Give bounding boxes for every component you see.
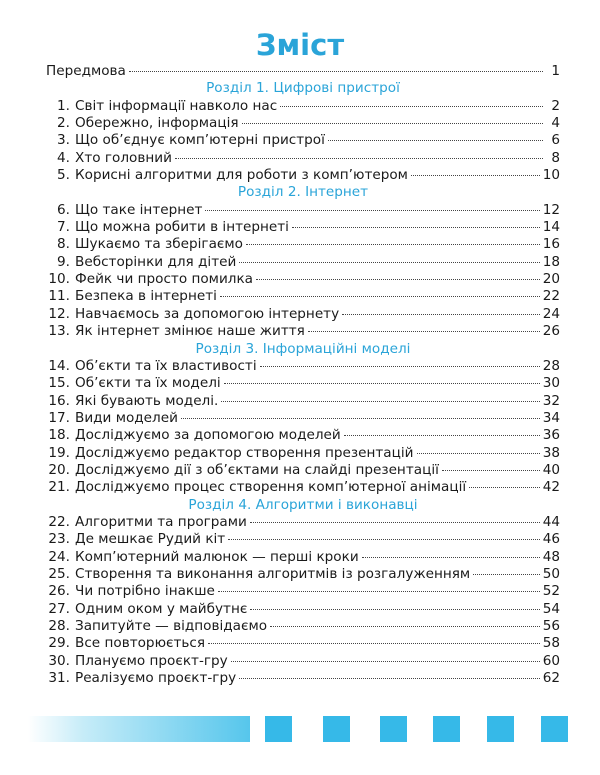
toc-entry [46,462,560,479]
dot-leader [239,678,540,679]
entry-number: 20. [48,461,70,478]
dot-leader [342,314,540,315]
entry-page-number: 52 [542,583,560,600]
entry-page-number: 48 [542,548,560,565]
entry-page-number: 30 [542,375,560,392]
dot-leader [221,401,539,402]
entry-number: 14. [48,357,70,374]
entry-title: Види моделей [75,409,178,426]
footer-square [487,716,514,742]
entry-page-number: 10 [542,167,560,184]
dot-leader [228,539,539,540]
entry-title: Які бувають моделі. [75,392,219,409]
dot-leader [205,210,539,211]
entry-number: 31. [48,670,70,687]
toc-entry [46,98,560,115]
section-heading: Розділ 4. Алгоритми і виконавці [188,496,418,513]
dot-leader [417,453,540,454]
toc-entry [46,479,560,496]
entry-page-number: 18 [542,253,560,270]
entry-number: 27. [48,600,70,617]
toc-entry [46,583,560,600]
entry-number: 6. [57,201,70,218]
toc-entry [46,63,560,80]
entry-title: Реалізуємо проєкт-гру [75,670,237,687]
toc-entry [46,514,560,531]
entry-number: 25. [48,565,70,582]
entry-title: Досліджуємо за допомогою моделей [75,427,341,444]
entry-number: 4. [57,149,70,166]
toc-entry [46,271,560,288]
entry-page-number: 2 [551,97,560,114]
entry-number: 7. [57,219,70,236]
entry-page-number: 22 [542,288,560,305]
toc-entry [46,150,560,167]
entry-number: 2. [57,115,70,132]
toc-entry [46,635,560,652]
dot-leader [411,175,540,176]
entry-page-number: 34 [542,409,560,426]
dot-leader [181,418,540,419]
toc-entry [46,219,560,236]
entry-title: Фейк чи просто помилка [75,271,254,288]
dot-leader [308,331,540,332]
entry-number: 30. [48,652,70,669]
toc-entry [46,670,560,687]
toc-entry [46,566,560,583]
entry-page-number: 8 [551,149,560,166]
dot-leader [344,435,540,436]
entry-title: Навчаємось за допомогою інтернету [75,305,340,322]
entry-title: Що об’єднує комп’ютерні пристрої [75,132,325,149]
entry-title: Запитуйте — відповідаємо [75,618,268,634]
toc-entry [46,115,560,132]
dot-leader [129,71,543,72]
entry-number: 19. [48,444,70,461]
entry-page-number: 46 [542,531,560,548]
section-heading: Розділ 3. Інформаційні моделі [195,340,411,357]
entry-title: Корисні алгоритми для роботи з комп’ютером [75,167,408,184]
toc-entry [46,618,560,635]
entry-title: Обережно, інформація [75,115,239,132]
dot-leader [280,106,543,107]
dot-leader [208,643,540,644]
dot-leader [473,574,539,575]
entry-title: Як інтернет змінює наше життя [75,323,305,340]
entry-page-number: 6 [551,132,560,149]
page-title: Зміст [255,28,345,62]
entry-title: Що таке інтернет [75,201,203,218]
entry-title: Комп’ютерний малюнок — перші кроки [75,548,359,565]
entry-page-number: 26 [542,323,560,340]
toc-entry [46,549,560,566]
dot-leader [270,626,540,627]
entry-number: 26. [48,583,70,600]
entry-page-number: 58 [542,635,560,652]
entry-page-number: 12 [542,201,560,218]
entry-number: 29. [48,635,70,652]
entry-page-number: 60 [542,652,560,669]
dot-leader [175,158,543,159]
entry-page-number: 42 [542,479,560,496]
entry-title: Де мешкає Рудий кіт [75,531,226,548]
dot-leader [442,470,540,471]
toc-entry [46,427,560,444]
entry-title: Світ інформації навколо нас [75,97,278,114]
footer-square [323,716,350,742]
entry-page-number: 16 [542,236,560,253]
entry-number: 10. [48,271,70,288]
entry-title: Об’єкти та їх властивості [75,357,257,374]
dot-leader [224,383,540,384]
dot-leader [469,487,540,488]
footer-square [265,716,292,742]
entry-page-number: 44 [542,513,560,530]
footer-square [541,716,568,742]
entry-title: Плануємо проєкт-гру [75,652,228,669]
dot-leader [220,296,540,297]
toc-entry [46,653,560,670]
toc-entry [46,531,560,548]
toc-entry [46,254,560,271]
entry-page-number: 20 [542,271,560,288]
toc-entry [46,358,560,375]
entry-title: Вебсторінки для дітей [75,253,237,270]
toc-entry [46,306,560,323]
dot-leader [260,366,540,367]
entry-number: 13. [48,323,70,340]
footer-gradient-bar [28,716,250,742]
entry-number: 17. [48,409,70,426]
entry-number: 18. [48,427,70,444]
entry-number: 23. [48,531,70,548]
entry-number: 16. [48,392,70,409]
entry-page-number: 50 [542,565,560,582]
entry-page-number: 4 [551,115,560,132]
dot-leader [250,609,539,610]
toc-entry [46,393,560,410]
entry-page-number: 28 [542,357,560,374]
entry-page-number: 14 [542,219,560,236]
dot-leader [239,262,539,263]
entry-page-number: 1 [551,63,560,79]
entry-number: 21. [48,479,70,496]
entry-page-number: 56 [542,618,560,634]
entry-number: 9. [57,253,70,270]
footer-square [380,716,407,742]
entry-number: 5. [57,167,70,184]
entry-number: 28. [48,618,70,634]
entry-title: Безпека в інтернеті [75,288,217,305]
entry-title: Досліджуємо дії з об’єктами на слайді презентації [75,461,439,478]
entry-title: Одним оком у майбутнє [75,600,248,617]
entry-title: Шукаємо та зберігаємо [75,236,243,253]
entry-page-number: 62 [542,670,560,687]
toc-entry [46,410,560,427]
entry-title: Досліджуємо процес створення комп’ютерної анімації [75,479,467,496]
dot-leader [231,661,540,662]
dot-leader [218,591,540,592]
entry-title: Хто головний [75,149,172,166]
table-of-contents [46,63,560,687]
toc-entry [46,323,560,340]
entry-page-number: 38 [542,444,560,461]
entry-page-number: 24 [542,305,560,322]
entry-number: 24. [48,548,70,565]
entry-title: Досліджуємо редактор створення презентацій [75,444,414,461]
dot-leader [242,123,543,124]
entry-number: 1. [57,97,70,114]
toc-entry [46,202,560,219]
entry-title: Об’єкти та їх моделі [75,375,221,392]
section-heading: Розділ 2. Інтернет [237,184,369,201]
entry-title: Створення та виконання алгоритмів із розгалуженням [75,565,471,582]
entry-number: 15. [48,375,70,392]
entry-number: 3. [57,132,70,149]
entry-number: 8. [57,236,70,253]
toc-entry [46,375,560,392]
entry-page-number: 40 [542,461,560,478]
section-heading: Розділ 1. Цифрові пристрої [206,80,400,97]
toc-entry [46,132,560,149]
entry-page-number: 36 [542,427,560,444]
entry-title: Алгоритми та програми [75,513,247,530]
entry-number: 22. [48,513,70,530]
toc-entry [46,236,560,253]
dot-leader [246,244,540,245]
entry-title: Все повторюється [75,635,206,652]
entry-number: 12. [48,305,70,322]
toc-entry [46,288,560,305]
footer-square [433,716,460,742]
toc-entry [46,445,560,462]
dot-leader [256,279,540,280]
entry-title: Чи потрібно інакше [75,583,215,600]
entry-page-number: 54 [542,600,560,617]
dot-leader [328,140,543,141]
toc-entry [46,167,560,184]
entry-title: Передмова [46,63,126,79]
dot-leader [292,227,540,228]
entry-title: Що можна робити в інтернеті [75,219,289,236]
dot-leader [362,557,540,558]
toc-entry [46,601,560,618]
entry-number: 11. [48,288,70,305]
entry-page-number: 32 [542,392,560,409]
footer-decoration [0,716,600,742]
dot-leader [250,522,540,523]
